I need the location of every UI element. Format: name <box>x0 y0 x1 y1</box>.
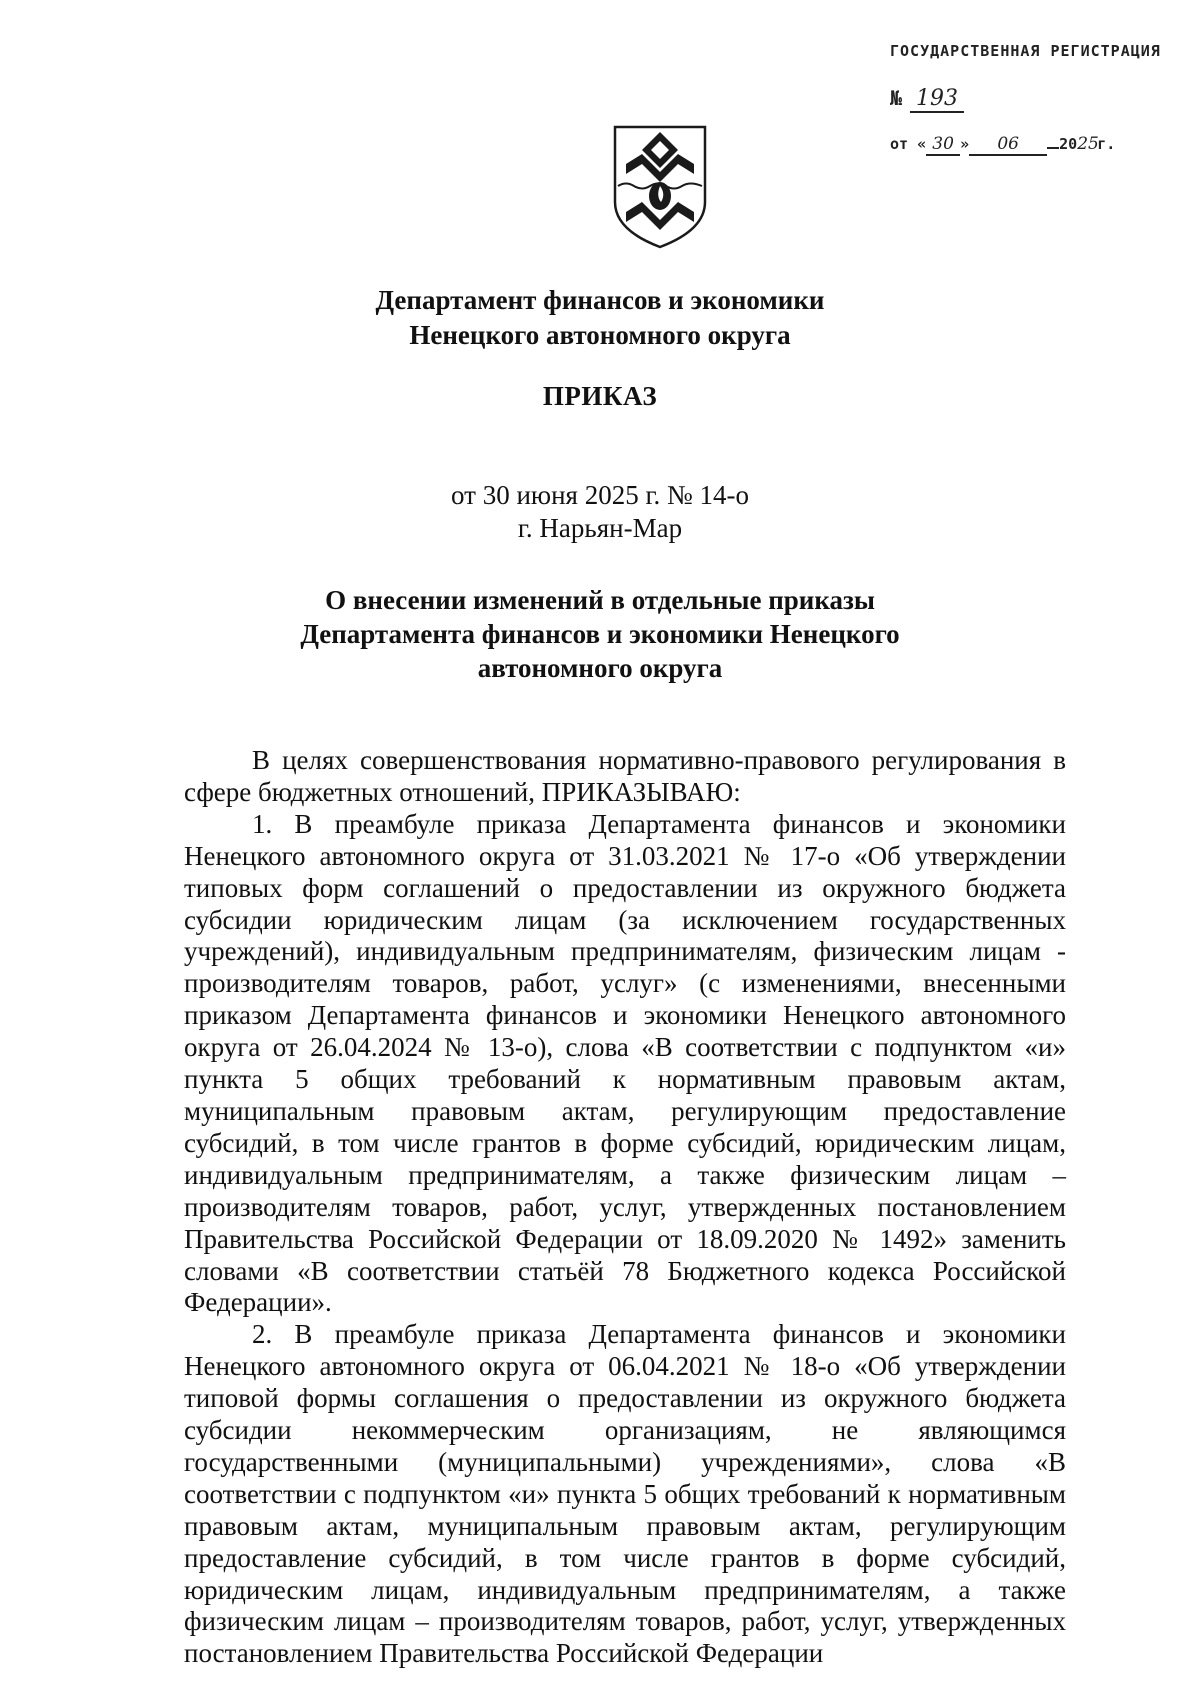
coat-of-arms-icon <box>612 124 708 250</box>
registration-year: 25 <box>1077 134 1099 154</box>
subject-line-3: автономного округа <box>477 653 723 683</box>
registration-date-row <box>890 134 1115 156</box>
document-body <box>184 745 1066 1670</box>
organization-line-1: Департамент финансов и экономики <box>375 285 825 315</box>
subject-line-1: О внесении изменений в отдельные приказы <box>325 585 875 615</box>
registration-day: 30 <box>926 134 960 156</box>
registration-year-prefix: 20 <box>1059 135 1078 153</box>
registration-year-suffix: г. <box>1097 135 1116 153</box>
registration-date-prefix: от « <box>890 135 927 153</box>
registration-month: 06 <box>969 134 1047 156</box>
registration-number-prefix: № <box>890 86 903 110</box>
body-item-2: 2. В преамбуле приказа Департамента финансов и экономики Ненецкого автономного округа от 06.04.2021 № 18-о «Об утверждении типовой формы соглашения о предоставлении из окружного бюджета субсидии некоммерческим организациям, не являющимся государственными (муниципальными) учреждениями», слова «В соответствии с подпунктом «и» пункта 5 общих требований к нормативным правовым актам, муниципальным правовым актам, регулирующим предоставление субсидий, в том числе грантов в форме субсидий, юридическим лицам, индивидуальным предпринимателям, а также физическим лицам – производителям товаров, работ, услуг, утвержденных постановлением Правительства Российской Федерации <box>184 1319 1066 1669</box>
registration-title: ГОСУДАРСТВЕННАЯ РЕГИСТРАЦИЯ <box>890 42 1161 60</box>
organization-line-2: Ненецкого автономного округа <box>409 320 791 350</box>
document-type: ПРИКАЗ <box>542 381 658 411</box>
subject-line-2: Департамента финансов и экономики Ненецкого <box>300 619 900 649</box>
organization-name <box>0 283 1200 353</box>
body-item-1: 1. В преамбуле приказа Департамента финансов и экономики Ненецкого автономного округа от 31.03.2021 № 17-о «Об утверждении типовых форм соглашений о предоставлении из окружного бюджета субсидии юридическим лицам (за исключением государственных учреждений), индивидуальным предпринимателям, физическим лицам - производителям товаров, работ, услуг» (с изменениями, внесенными приказом Департамента финансов и экономики Ненецкого автономного округа от 26.04.2024 № 13-о), слова «В соответствии с подпунктом «и» пункта 5 общих требований к нормативным правовым актам, муниципальным правовым актам, регулирующим предоставление субсидий, в том числе грантов в форме субсидий, юридическим лицам, индивидуальным предпринимателям, а также физическим лицам – производителям товаров, работ, услуг, утвержденных постановлением Правительства Российской Федерации от 18.09.2020 № 1492» заменить словами «В соответствии статьёй 78 Бюджетного кодекса Российской Федерации». <box>184 808 1066 1318</box>
document-meta <box>0 479 1200 545</box>
registration-number-row <box>890 86 964 111</box>
document-subject <box>0 583 1200 685</box>
document-place: г. Нарьян-Мар <box>517 513 683 543</box>
document-date-number: от 30 июня 2025 г. № 14-о <box>451 480 749 510</box>
registration-date-mid: » <box>960 135 970 153</box>
registration-stamp <box>890 42 1180 154</box>
body-intro: В целях совершенствования нормативно-правового регулирования в сфере бюджетных отношений, ПРИКАЗЫВАЮ: <box>184 745 1066 807</box>
registration-number: 193 <box>910 86 964 113</box>
